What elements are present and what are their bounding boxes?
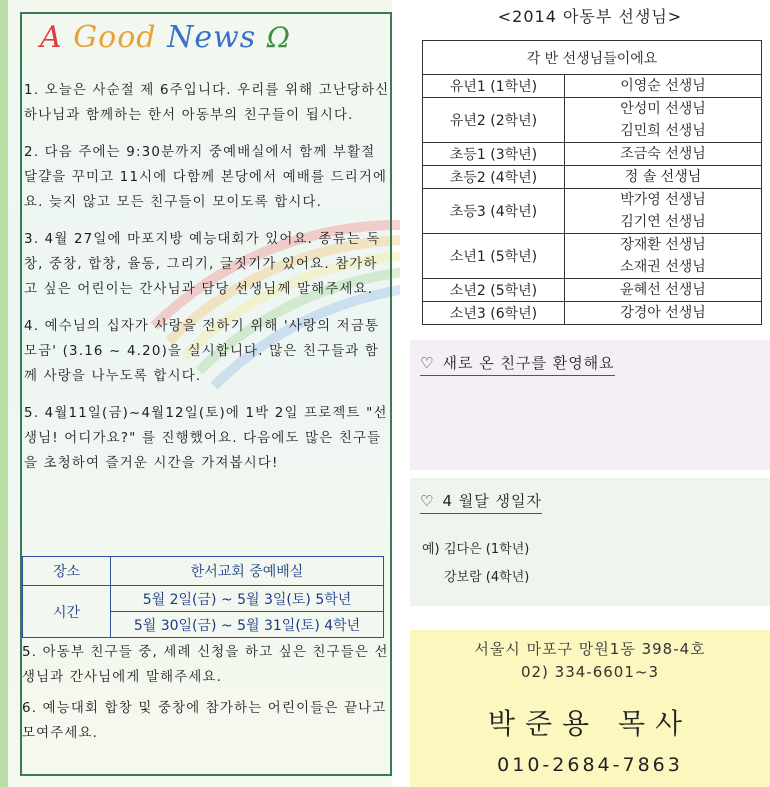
teacher-name: 김기연 선생님 <box>620 214 706 230</box>
table-header: 각 반 선생님들이에요 <box>423 41 762 75</box>
table-row <box>423 98 762 143</box>
pastor-phone: 010-2684-7863 <box>497 754 683 776</box>
class-name: 유년1 (1학년) <box>423 75 565 98</box>
news-item: 5. 아동부 친구들 중, 세례 신청을 하고 싶은 친구들은 선생님과 간사님에게 말해주세요. <box>22 645 389 685</box>
omega-icon: Ω <box>266 21 291 54</box>
class-name: 초등3 (4학년) <box>423 189 565 234</box>
schedule-row: 5월 2일(금) ~ 5월 3일(토) 5학년 <box>111 586 384 612</box>
news-item: 5. 4월11일(금)~4월12일(토)에 1박 2일 프로젝트 "선생님! 어디가요?" 를 진행했어요. 다음에도 많은 친구들을 초청하여 즐거운 시간을 가져봅시다! <box>24 406 388 471</box>
news-item: 4. 예수님의 십자가 사랑을 전하기 위해 '사랑의 저금통 모금' (3.16 ~ 4.20)을 실시합니다. 많은 친구들과 함께 사랑을 나누도록 합시다. <box>24 319 380 384</box>
heart-icon: ♡ <box>420 354 435 372</box>
title-word-news: News <box>167 20 257 55</box>
news-list-2 <box>22 640 390 752</box>
class-name: 소년1 (5학년) <box>423 234 565 279</box>
teacher-name: 장재환 선생님 <box>620 237 706 253</box>
teacher-name: 강경아 선생님 <box>620 305 706 321</box>
news-item: 6. 예능대회 합창 및 중창에 참가하는 어린이들은 끝나고 모여주세요. <box>22 701 387 741</box>
birthday-title <box>420 490 542 514</box>
class-name: 초등2 (4학년) <box>423 166 565 189</box>
teacher-name: 소재권 선생님 <box>620 259 706 275</box>
table-row <box>423 302 762 325</box>
church-phone: 02) 334-6601~3 <box>520 663 660 681</box>
table-row <box>423 279 762 302</box>
class-name: 초등1 (3학년) <box>423 143 565 166</box>
news-item: 1. 오늘은 사순절 제 6주입니다. 우리를 위해 고난당하신 하나님과 함께하는 한서 아동부의 친구들이 됩시다. <box>24 83 390 123</box>
news-item: 3. 4월 27일에 마포지방 예능대회가 있어요. 종류는 독창, 중창, 합창, 율동, 그리기, 글짓기가 있어요. 참가하고 싶은 어린이는 간사님과 담당 선생님께 말해주세요. <box>24 232 381 297</box>
pastor-name: 박준용 목사 <box>487 707 693 740</box>
time-label: 시간 <box>23 586 111 638</box>
page-title <box>40 20 370 68</box>
teachers-table <box>422 40 762 325</box>
title-word-good: Good <box>73 20 157 55</box>
teacher-name: 안성미 선생님 <box>620 101 706 117</box>
welcome-title-text: 새로 온 친구를 환영해요 <box>442 354 615 372</box>
church-address: 서울시 마포구 망원1동 398-4호 <box>474 640 706 658</box>
table-row <box>423 143 762 166</box>
teacher-name: 윤혜선 선생님 <box>620 282 706 298</box>
heart-icon: ♡ <box>420 492 435 510</box>
news-list <box>22 78 390 484</box>
birthday-item: 강보람 (4학년) <box>444 570 530 585</box>
class-name: 소년3 (6학년) <box>423 302 565 325</box>
birthday-title-text: 4 월달 생일자 <box>442 492 542 510</box>
news-item: 2. 다음 주에는 9:30분까지 중예배실에서 함께 부활절 달걀을 꾸미고 11시에 다함께 본당에서 예배를 드리거에요. 늦지 않고 모든 친구들이 모이도록 합시다. <box>24 145 388 210</box>
table-row <box>423 234 762 279</box>
table-row <box>423 189 762 234</box>
birthday-section <box>410 478 770 606</box>
class-name: 유년2 (2학년) <box>423 98 565 143</box>
teacher-name: 이영순 선생님 <box>620 78 706 94</box>
class-name: 소년2 (5학년) <box>423 279 565 302</box>
teacher-name: 김민희 선생님 <box>620 123 706 139</box>
table-row <box>423 166 762 189</box>
welcome-title <box>420 352 615 376</box>
contact-box <box>410 630 770 787</box>
title-word-a: A <box>40 20 63 55</box>
teachers-title: <2014 아동부 선생님> <box>497 7 683 26</box>
place-value: 한서교회 중예배실 <box>111 557 384 586</box>
teacher-name: 박가영 선생님 <box>620 192 706 208</box>
teacher-name: 조금숙 선생님 <box>620 146 706 162</box>
birthday-item: 김다은 (1학년) <box>444 542 530 557</box>
teacher-name: 정 솔 선생님 <box>624 169 702 185</box>
welcome-section <box>410 340 770 470</box>
schedule-table <box>22 556 384 638</box>
birthday-list <box>422 536 529 592</box>
table-row <box>423 75 762 98</box>
place-label: 장소 <box>23 557 111 586</box>
example-prefix: 예) <box>422 542 440 557</box>
schedule-row: 5월 30일(금) ~ 5월 31일(토) 4학년 <box>111 612 384 638</box>
